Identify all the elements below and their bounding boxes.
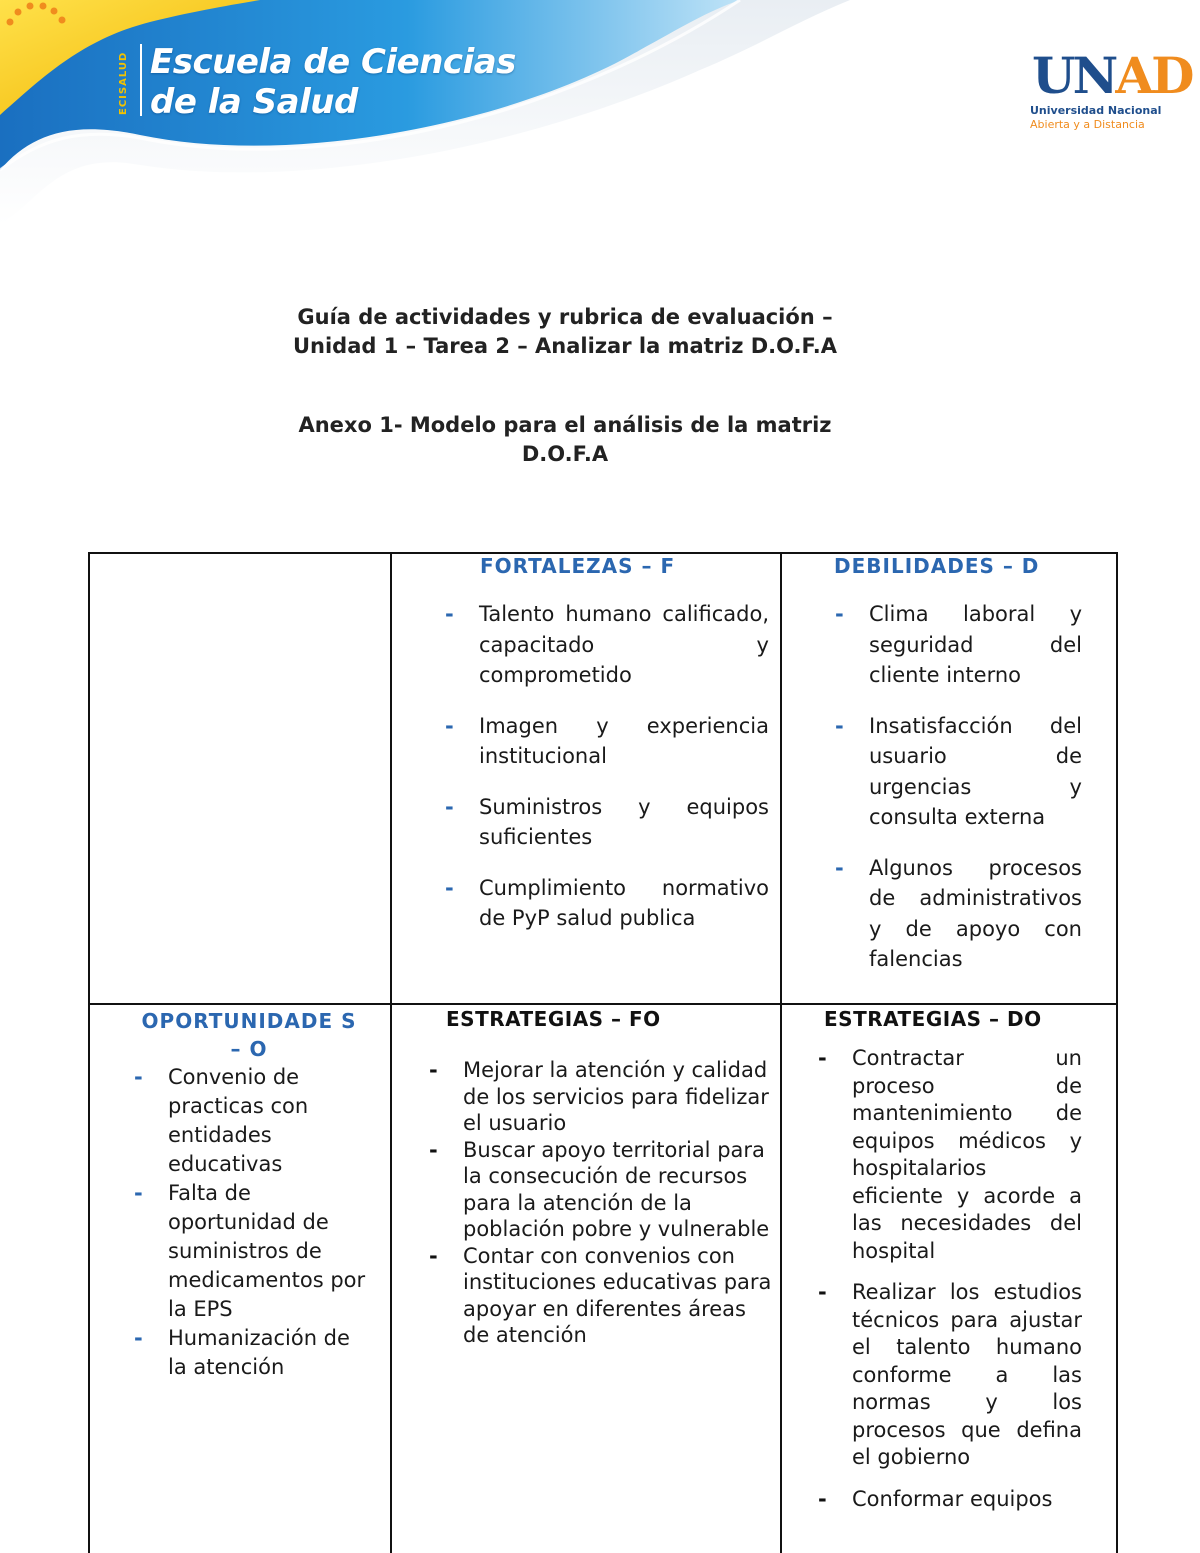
dash-bullet: -: [445, 875, 454, 900]
logo-ad: AD: [1115, 46, 1192, 105]
list-item-text: Falta de oportunidad de suministros de medicamentos por la EPS: [168, 1181, 366, 1321]
document-title: Guía de actividades y rubrica de evaluación – Unidad 1 – Tarea 2 – Analizar la matriz D.O.F.A: [292, 305, 838, 358]
dash-bullet: -: [835, 602, 844, 626]
logo-un: UN: [1032, 46, 1116, 105]
debilidades-list: [835, 599, 1082, 995]
logo-subtitle-2: Abierta y a Distancia: [1030, 118, 1145, 131]
list-item-text: Buscar apoyo territorial para la consecución de recursos para la atención de la población pobre y vulnerable: [463, 1137, 770, 1241]
list-item: [445, 873, 769, 934]
school-name-line1: Escuela de Ciencias: [150, 42, 516, 82]
list-item: [835, 599, 1082, 691]
list-item-text: Contractar un proceso de mantenimiento de equipos médicos y hospitalarios eficiente y acorde a las necesidades del hospital: [852, 1046, 1082, 1263]
dash-bullet: -: [134, 1326, 143, 1350]
estrategias-do-heading: ESTRATEGIAS – DO: [824, 1007, 1042, 1031]
list-item-text: Realizar los estudios técnicos para ajustar el talento humano conforme a las normas y los procesos que defina el gobierno: [852, 1280, 1082, 1469]
cell-estrategias-fo: [392, 1005, 780, 1553]
list-item-text: Mejorar la atención y calidad de los servicios para fidelizar el usuario: [463, 1058, 769, 1135]
cell-debilidades: [782, 552, 1116, 1003]
list-item-text: Insatisfacción del usuario de urgencias y consulta externa: [869, 713, 1082, 829]
list-item: [429, 1057, 773, 1137]
dash-bullet: -: [134, 1181, 143, 1205]
estrategias-do-list: [818, 1045, 1082, 1513]
list-item-text: Suministros y equipos suficientes: [479, 794, 769, 849]
list-item-text: Cumplimiento normativo de PyP salud publica: [479, 875, 769, 930]
table-border-right: [1116, 552, 1118, 1553]
list-item: [134, 1179, 368, 1324]
list-item: [818, 1279, 1082, 1472]
dash-bullet: -: [818, 1046, 827, 1070]
list-item: [429, 1137, 773, 1243]
list-item: [835, 711, 1082, 833]
ecisalud-vertical-text: ECISALUD: [118, 51, 129, 115]
list-item-text: Contar con convenios con instituciones educativas para apoyar en diferentes áreas de atención: [463, 1243, 772, 1347]
list-item: [134, 1063, 368, 1179]
list-item: [134, 1324, 368, 1382]
dash-bullet: -: [429, 1137, 438, 1162]
dash-bullet: -: [818, 1280, 827, 1304]
list-item-text: Clima laboral y seguridad del cliente interno: [869, 602, 1082, 687]
dash-bullet: -: [445, 602, 454, 626]
school-name-line2: de la Salud: [150, 82, 358, 122]
dash-bullet: -: [818, 1486, 827, 1511]
annex-title: Anexo 1- Modelo para el análisis de la matriz D.O.F.A: [298, 413, 832, 466]
logo-subtitle-1: Universidad Nacional: [1030, 104, 1162, 117]
header-banner: [0, 0, 1200, 230]
oportunidades-heading: OPORTUNIDADE S – O: [141, 1009, 357, 1061]
unad-logo-word: [1032, 46, 1191, 105]
list-item: [429, 1243, 773, 1349]
oportunidades-list: [134, 1063, 368, 1382]
dash-bullet: -: [429, 1058, 438, 1082]
list-item-text: Conformar equipos: [852, 1486, 1053, 1511]
list-item: [818, 1045, 1082, 1265]
dash-bullet: -: [835, 855, 844, 880]
fortalezas-heading: FORTALEZAS – F: [480, 554, 676, 578]
dash-bullet: -: [429, 1243, 438, 1268]
dash-bullet: -: [134, 1065, 143, 1089]
list-item: [835, 853, 1082, 975]
unad-logo-icon: [0, 0, 125, 100]
dofa-matrix-table: [88, 552, 1118, 1553]
debilidades-heading: DEBILIDADES – D: [834, 554, 1040, 578]
list-item: [445, 711, 769, 772]
list-item-text: Talento humano calificado, capacitado y comprometido: [479, 602, 769, 687]
list-item-text: Humanización de la atención: [168, 1326, 350, 1379]
estrategias-fo-list: [429, 1057, 773, 1349]
cell-oportunidades: [90, 1005, 390, 1553]
dash-bullet: -: [445, 794, 454, 819]
list-item: [818, 1486, 1082, 1514]
fortalezas-list: [445, 599, 769, 954]
list-item: [445, 792, 769, 853]
school-divider: [140, 44, 142, 116]
estrategias-fo-heading: ESTRATEGIAS – FO: [446, 1007, 661, 1031]
dash-bullet: -: [835, 713, 844, 738]
list-item-text: Algunos procesos de administrativos y de apoyo con falencias: [869, 855, 1082, 971]
list-item-text: Imagen y experiencia institucional: [479, 713, 769, 768]
list-item-text: Convenio de practicas con entidades educativas: [168, 1065, 309, 1176]
cell-fortalezas: [392, 552, 780, 1003]
dash-bullet: -: [445, 713, 454, 738]
cell-estrategias-do: [782, 1005, 1116, 1553]
list-item: [445, 599, 769, 691]
